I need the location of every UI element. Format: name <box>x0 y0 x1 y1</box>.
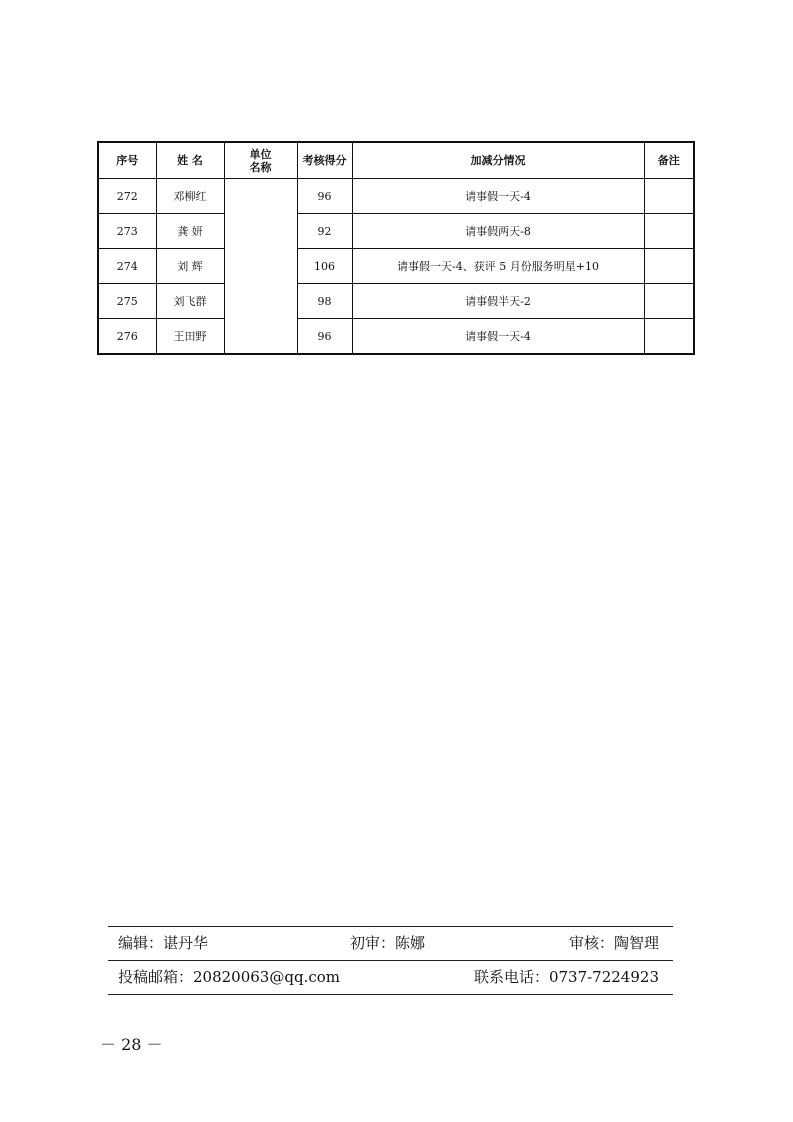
table-row <box>98 249 694 284</box>
header-remark: 备注 <box>644 142 694 179</box>
cell-name: 王田野 <box>156 319 224 355</box>
footer-first-review: 初审：陈娜 <box>350 934 426 952</box>
assessment-table <box>97 141 695 355</box>
cell-adjust: 请事假一天-4 <box>352 319 644 355</box>
cell-name: 龚 妍 <box>156 214 224 249</box>
cell-remark <box>644 284 694 319</box>
cell-adjust: 请事假一天-4、获评 5 月份服务明星+10 <box>352 249 644 284</box>
footer-bottom-rule <box>108 994 673 995</box>
cell-seq: 276 <box>98 319 156 355</box>
table-row <box>98 214 694 249</box>
page-number: － 28 － <box>100 1035 163 1054</box>
cell-score: 92 <box>297 214 352 249</box>
header-seq: 序号 <box>98 142 156 179</box>
cell-adjust: 请事假半天-2 <box>352 284 644 319</box>
cell-score: 98 <box>297 284 352 319</box>
footer-top-rule <box>108 926 673 927</box>
cell-score: 96 <box>297 179 352 214</box>
cell-seq: 273 <box>98 214 156 249</box>
table-header-row <box>98 142 694 179</box>
header-adjust: 加减分情况 <box>352 142 644 179</box>
cell-score: 96 <box>297 319 352 355</box>
footer-middle-rule <box>108 960 673 961</box>
header-unit <box>224 142 297 179</box>
cell-remark <box>644 319 694 355</box>
footer-phone: 联系电话：0737-7224923 <box>473 968 659 986</box>
cell-adjust: 请事假两天-8 <box>352 214 644 249</box>
footer-email: 投稿邮箱：20820063@qq.com <box>118 968 340 986</box>
cell-seq: 274 <box>98 249 156 284</box>
cell-remark <box>644 214 694 249</box>
cell-seq: 272 <box>98 179 156 214</box>
table-row <box>98 319 694 355</box>
footer-editor: 编辑：谌丹华 <box>118 934 209 952</box>
footer-credits-row <box>108 928 673 958</box>
cell-unit <box>224 179 297 355</box>
cell-remark <box>644 249 694 284</box>
header-name: 姓 名 <box>156 142 224 179</box>
cell-name: 刘飞群 <box>156 284 224 319</box>
footer-review: 审核：陶智理 <box>568 934 659 952</box>
cell-seq: 275 <box>98 284 156 319</box>
header-score: 考核得分 <box>297 142 352 179</box>
table-row <box>98 284 694 319</box>
cell-name: 邓柳红 <box>156 179 224 214</box>
table-row <box>98 179 694 214</box>
header-unit-line1: 单位 <box>249 147 272 161</box>
cell-remark <box>644 179 694 214</box>
cell-name: 刘 辉 <box>156 249 224 284</box>
cell-score: 106 <box>297 249 352 284</box>
footer-contact-row <box>108 962 673 992</box>
cell-adjust: 请事假一天-4 <box>352 179 644 214</box>
header-unit-line2: 名称 <box>249 160 272 174</box>
